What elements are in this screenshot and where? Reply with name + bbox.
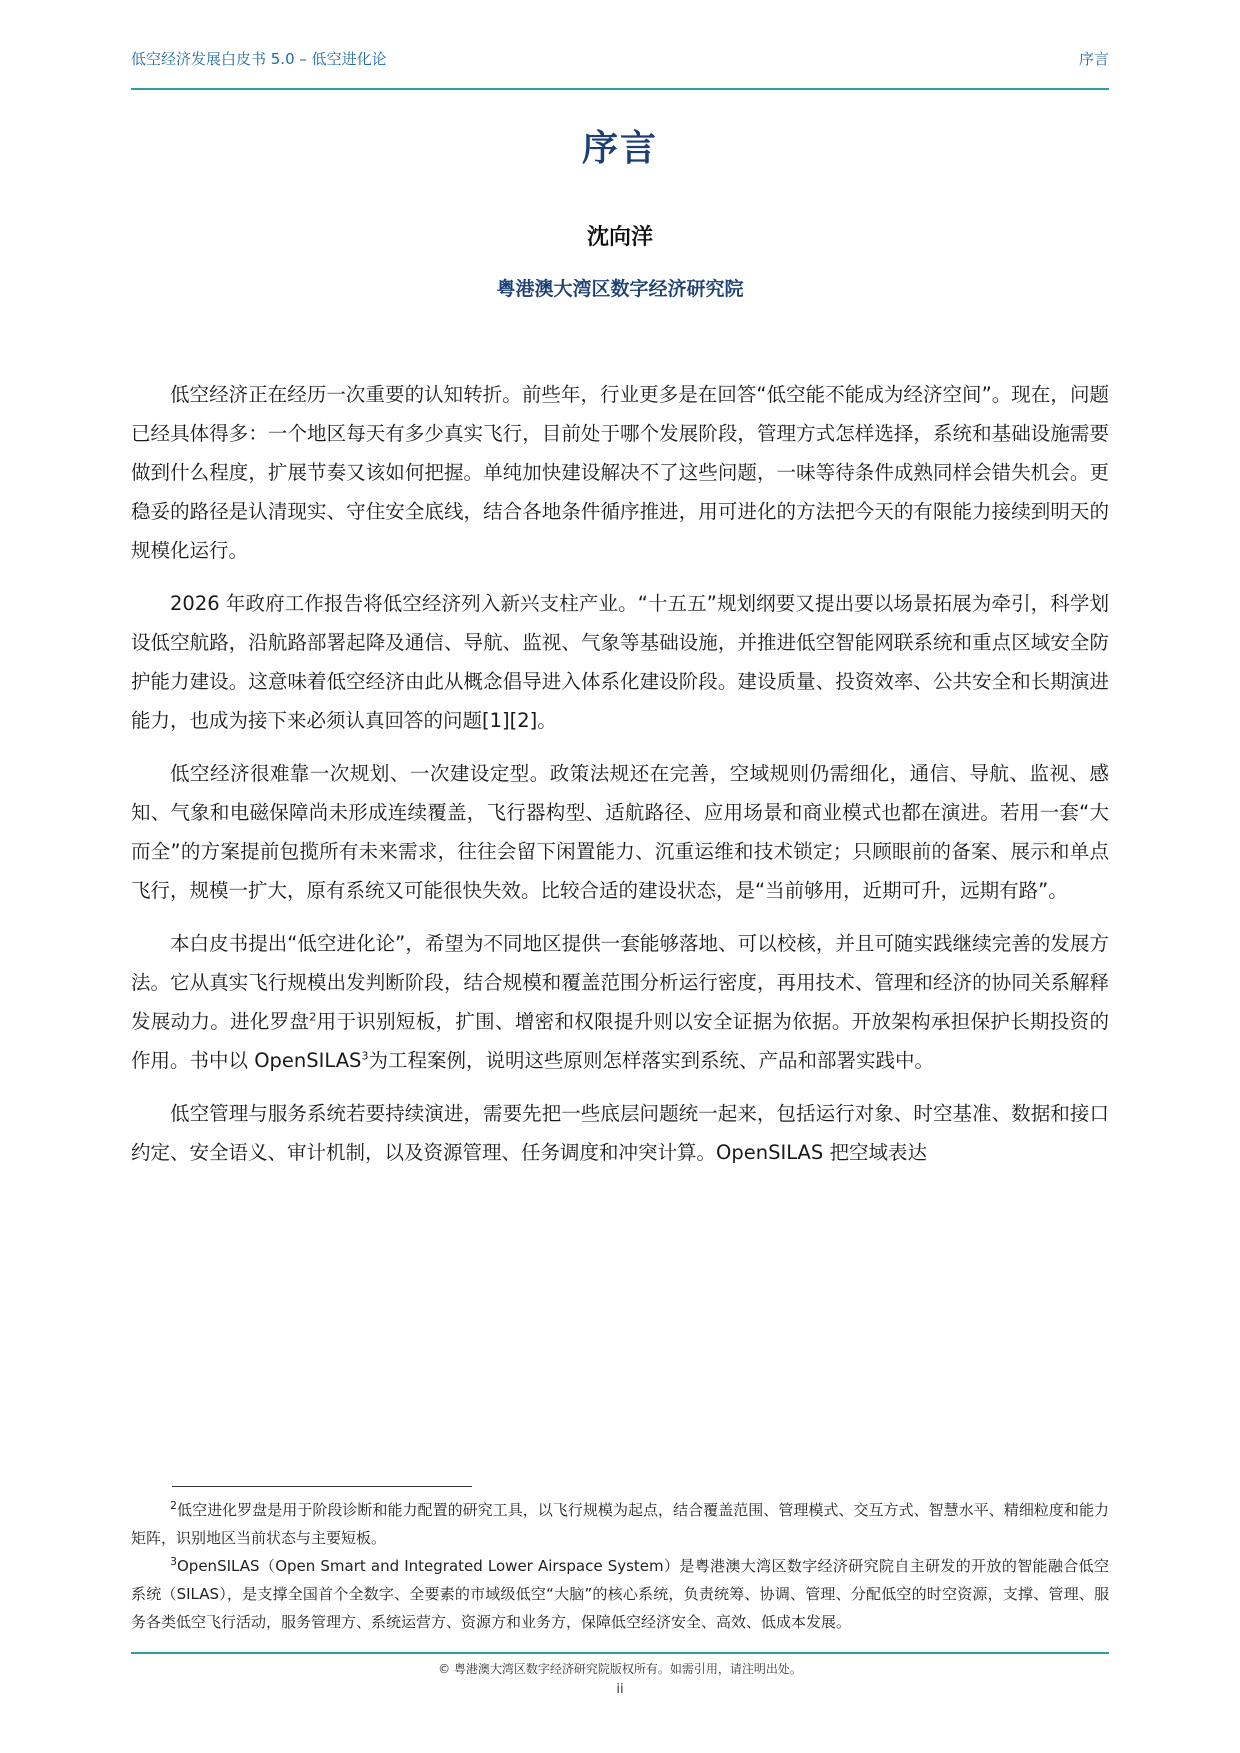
paragraph-4-part-c: 为工程案例，说明这些原则怎样落实到系统、产品和部署实践中。 [368, 1049, 934, 1072]
header-doc-title: 低空经济发展白皮书 5.0 – 低空进化论 [131, 50, 387, 68]
footnote-2 [131, 1496, 1109, 1552]
header-divider [131, 88, 1109, 90]
footnotes [131, 1496, 1109, 1636]
running-header [131, 48, 1109, 78]
footnote-divider [172, 1486, 472, 1487]
paragraph-1: 低空经济正在经历一次重要的认知转折。前些年，行业更多是在回答“低空能不能成为经济空间”。现在，问题已经具体得多：一个地区每天有多少真实飞行，目前处于哪个发展阶段，管理方式怎样选择，系统和基础设施需要做到什么程度，扩展节奏又该如何把握。单纯加快建设解决不了这些问题，一味等待条件成熟同样会错失机会。更稳妥的路径是认清现实、守住安全底线，结合各地条件循序推进，用可进化的方法把今天的有限能力接续到明天的规模化运行。 [131, 383, 1109, 562]
footnote-3-text: OpenSILAS（Open Smart and Integrated Lower Airspace System）是粤港澳大湾区数字经济研究院自主研发的开放的智能融合低空系统（SILAS），是支撑全国首个全数字、全要素的市域级低空“大脑”的核心系统，负责统筹、协调、管理、分配低空的时空资源，支撑、管理、服务各类低空飞行活动，服务管理方、系统运营方、资源方和业务方，保障低空经济安全、高效、低成本发展。 [131, 1557, 1109, 1631]
page-title: 序言 [581, 128, 658, 169]
footer-divider [131, 1652, 1109, 1654]
body-text [131, 375, 1109, 1186]
footnote-2-mark: 2 [170, 1499, 177, 1512]
footnote-ref-3[interactable]: 3 [361, 1049, 369, 1063]
header-section: 序言 [1078, 50, 1109, 68]
footnote-2-text: 低空进化罗盘是用于阶段诊断和能力配置的研究工具，以飞行规模为起点，结合覆盖范围、管理模式、交互方式、智慧水平、精细粒度和能力矩阵，识别地区当前状态与主要短板。 [131, 1501, 1109, 1547]
footnote-3 [131, 1552, 1109, 1636]
author-affiliation: 粤港澳大湾区数字经济研究院 [496, 278, 744, 300]
paragraph-4-part-b: 用于识别短板，扩围、增密和权限提升则以安全证据为依据。开放架构承担保护长期投资的作用。书中以 OpenSILAS [131, 1010, 1109, 1072]
footnote-ref-2[interactable]: 2 [309, 1010, 317, 1024]
paragraph-5: 低空管理与服务系统若要持续演进，需要先把一些底层问题统一起来，包括运行对象、时空基准、数据和接口约定、安全语义、审计机制，以及资源管理、任务调度和冲突计算。OpenSILAS 把空域表达 [131, 1102, 1109, 1164]
paragraph-4 [131, 924, 1109, 1080]
copyright-notice: © 粤港澳大湾区数字经济研究院版权所有。如需引用，请注明出处。 [438, 1662, 802, 1676]
paragraph-4-part-a: 本白皮书提出“低空进化论”，希望为不同地区提供一套能够落地、可以校核，并且可随实践继续完善的发展方法。它从真实飞行规模出发判断阶段，结合规模和覆盖范围分析运行密度，再用技术、管理和经济的协同关系解释发展动力。进化罗盘 [131, 932, 1109, 1033]
page-number: ii [616, 1682, 624, 1697]
paragraph-2: 2026 年政府工作报告将低空经济列入新兴支柱产业。“十五五”规划纲要又提出要以场景拓展为牵引，科学划设低空航路，沿航路部署起降及通信、导航、监视、气象等基础设施，并推进低空智能网联系统和重点区域安全防护能力建设。这意味着低空经济由此从概念倡导进入体系化建设阶段。建设质量、投资效率、公共安全和长期演进能力，也成为接下来必须认真回答的问题[1][2]。 [131, 592, 1109, 732]
paragraph-3: 低空经济很难靠一次规划、一次建设定型。政策法规还在完善，空域规则仍需细化，通信、导航、监视、感知、气象和电磁保障尚未形成连续覆盖，飞行器构型、适航路径、应用场景和商业模式也都在演进。若用一套“大而全”的方案提前包揽所有未来需求，往往会留下闲置能力、沉重运维和技术锁定；只顾眼前的备案、展示和单点飞行，规模一扩大，原有系统又可能很快失效。比较合适的建设状态，是“当前够用，近期可升，远期有路”。 [131, 762, 1109, 902]
author-name: 沈向洋 [586, 225, 653, 250]
footnote-3-mark: 3 [170, 1555, 177, 1568]
